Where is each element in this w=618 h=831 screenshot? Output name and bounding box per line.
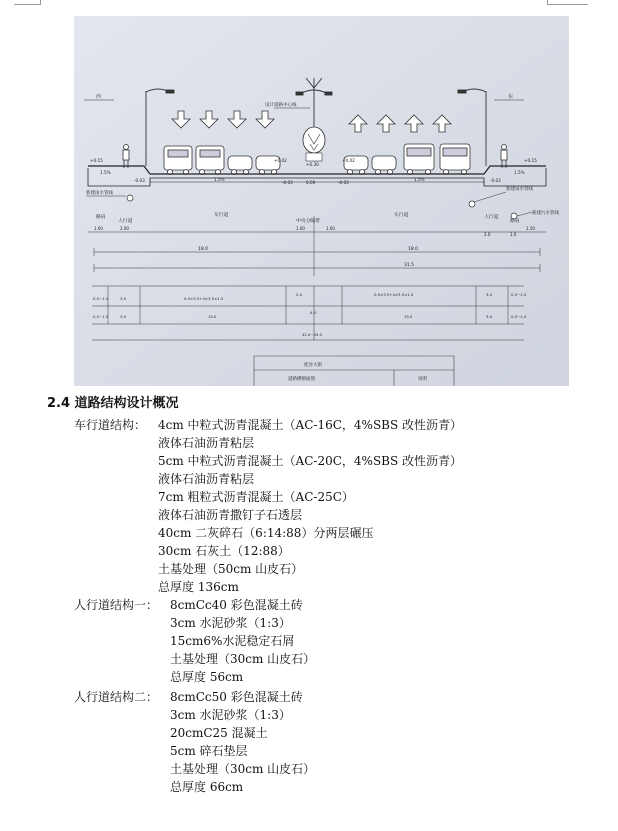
- slope-2: 1.5%: [214, 177, 225, 182]
- sidewalk1-layer-2: 3cm 水泥砂浆（1:3）: [170, 616, 291, 630]
- sidewalk1-total: 总厚度 56cm: [170, 670, 244, 684]
- table-row2-d: 4.0: [310, 310, 317, 315]
- slope-3: 1.5%: [414, 177, 425, 182]
- lane-curb-right: 路肩: [510, 219, 520, 224]
- lane-roadway-right: 车行道: [394, 213, 409, 218]
- table-row2-c: 15.0: [208, 314, 217, 319]
- table-row1-g: 0.5~1.5: [511, 292, 527, 297]
- table-row1-c: 0.5×3.5+4×3.5×1.5: [184, 296, 224, 301]
- roadway-layer-9: 土基处理（50cm 山皮石）: [158, 562, 304, 576]
- table-row1-b: 3.0: [120, 296, 127, 301]
- direction-east: 东: [508, 94, 514, 100]
- roadway-layer-7: 40cm 二灰碎石（6:14:88）分两层碾压: [158, 526, 374, 540]
- elev-low-right: -0.03: [490, 178, 501, 183]
- sidewalk2-layer-3: 20cmC25 混凝土: [170, 726, 268, 740]
- dim-small-5: 2.0: [484, 232, 491, 237]
- lane-sidewalk-left: 人行道: [118, 219, 133, 224]
- table-row2-b: 3.0: [120, 314, 127, 319]
- elev-mid-left: +0.02: [274, 158, 287, 163]
- sidewalk2-label: 人行道结构二：: [74, 690, 159, 704]
- direction-west: 西: [96, 94, 102, 100]
- sewer-right-label: 新建污水管线: [532, 211, 559, 216]
- title-block-sheet: 说明: [418, 377, 427, 382]
- elev-right: +0.15: [524, 158, 537, 163]
- dim-small-2: 2.00: [120, 226, 129, 231]
- sidewalk2-total: 总厚度 66cm: [170, 780, 244, 794]
- median-tree-icon: [303, 127, 325, 161]
- title-block-sub: 道路横断面图: [288, 377, 315, 382]
- cross-section-drawing: [74, 16, 569, 386]
- centerline-label: 设计道路中心线: [265, 103, 297, 108]
- dim-small-6: 1.0: [510, 232, 517, 237]
- sidewalk1-layer-1: 8cmCc40 彩色混凝土砖: [170, 598, 303, 612]
- title-block-name: 桂谷大街: [304, 363, 322, 368]
- table-total: 41.0~43.0: [302, 332, 323, 337]
- drain-right-label: 新建雨水管线: [506, 187, 533, 192]
- roadway-total: 总厚度 136cm: [158, 580, 239, 594]
- table-row2-a: 0.5~1.5: [93, 314, 109, 319]
- sidewalk1-layer-4: 土基处理（30cm 山皮石）: [170, 652, 316, 666]
- roadway-layer-8: 30cm 石灰土（12:88）: [158, 544, 290, 558]
- roadway-layer-5: 7cm 粗粒式沥青混凝土（AC-25C）: [158, 490, 354, 504]
- sidewalk2-layer-1: 8cmCc50 彩色混凝土砖: [170, 690, 303, 704]
- section-heading: 2.4 道路结构设计概况: [47, 396, 179, 411]
- elev-center: +0.30: [306, 162, 319, 167]
- dim-small-3: 1.00: [296, 226, 305, 231]
- roadway-layer-3: 5cm 中粒式沥青混凝土（AC-20C，4%SBS 改性沥青）: [158, 454, 463, 468]
- table-row1-f: 3.0: [486, 292, 493, 297]
- roadway-layer-1: 4cm 中粒式沥青混凝土（AC-16C，4%SBS 改性沥青）: [158, 418, 463, 432]
- table-row1-e: 0.5×3.5+4×3.5×1.5: [374, 292, 414, 297]
- page-corner-mark-left: [14, 0, 41, 5]
- dim-row2: 31.5: [404, 263, 415, 268]
- dim-row1-right: 18.0: [408, 247, 419, 252]
- dim-small-1: 1.00: [94, 226, 103, 231]
- elev-c3: -0.03: [338, 180, 349, 185]
- elev-mid-right: +0.02: [342, 158, 355, 163]
- elev-c1: 0.00: [306, 180, 316, 185]
- table-row2-f: 3.0: [486, 314, 493, 319]
- sidewalk2-layer-2: 3cm 水泥砂浆（1:3）: [170, 708, 291, 722]
- slope-1: 1.5%: [100, 170, 111, 175]
- table-row2-g: 0.5~1.5: [511, 314, 527, 319]
- table-row1-a: 0.5~1.5: [93, 296, 109, 301]
- drain-left-label: 新建雨水管线: [86, 191, 113, 196]
- sidewalk2-layer-5: 土基处理（30cm 山皮石）: [170, 762, 316, 776]
- roadway-layer-2: 液体石油沥青粘层: [158, 436, 255, 450]
- elev-low-left: -0.03: [134, 178, 145, 183]
- lane-roadway-left: 车行道: [214, 213, 229, 218]
- roadway-layer-6: 液体石油沥青撒钉子石透层: [158, 508, 303, 522]
- sidewalk1-label: 人行道结构一：: [74, 598, 159, 612]
- elev-left: +0.15: [90, 158, 103, 163]
- dim-small-7: 1.50: [526, 226, 535, 231]
- roadway-structure-label: 车行道结构：: [74, 418, 147, 432]
- lane-curb-left: 路肩: [96, 215, 106, 220]
- table-row2-e: 15.0: [404, 314, 413, 319]
- road-cross-section-figure: [74, 16, 569, 386]
- slope-4: 1.5%: [514, 170, 525, 175]
- lane-median: 中央分隔带: [296, 219, 320, 224]
- dim-small-4: 1.00: [326, 226, 335, 231]
- page-corner-mark-right: [547, 0, 588, 5]
- table-row1-d: 2.0: [296, 292, 303, 297]
- lane-sidewalk-right: 人行道: [484, 215, 499, 220]
- sidewalk2-layer-4: 5cm 碎石垫层: [170, 744, 248, 758]
- dim-row1-left: 18.0: [198, 247, 209, 252]
- roadway-layer-4: 液体石油沥青粘层: [158, 472, 255, 486]
- sidewalk1-layer-3: 15cm6%水泥稳定石屑: [170, 634, 295, 648]
- elev-c2: -0.03: [282, 180, 293, 185]
